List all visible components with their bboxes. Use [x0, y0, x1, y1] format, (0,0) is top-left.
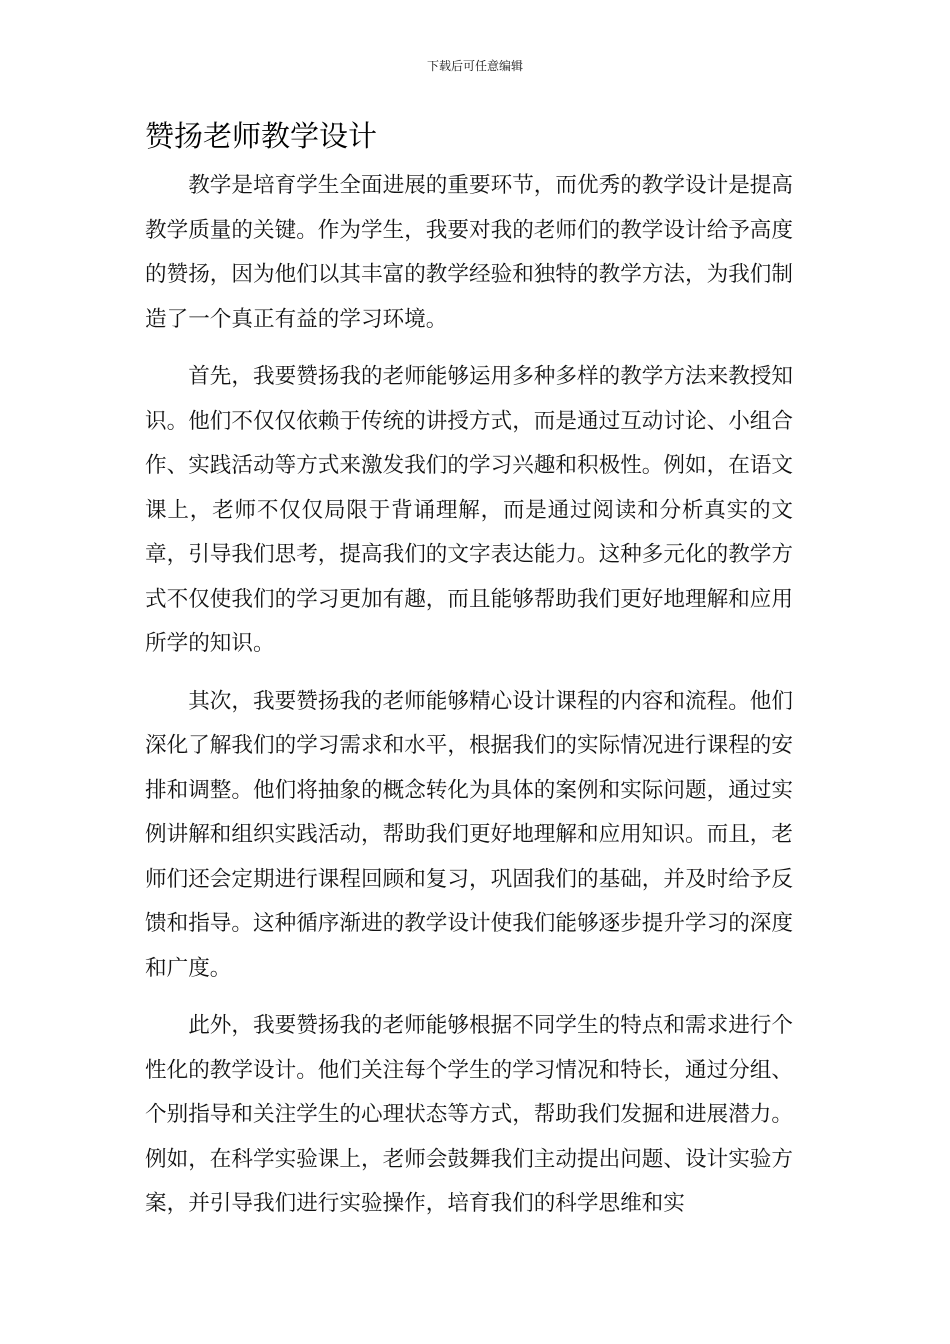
- document-title: 赞扬老师教学设计: [145, 119, 378, 153]
- paragraph-intro: 教学是培育学生全面进展的重要环节，而优秀的教学设计是提高教学质量的关键。作为学生，我要对我的老师们的教学设计给予高度的赞扬，因为他们以其丰富的教学经验和独特的教学方法，为我们制造了一个真正有益的学习环境。: [145, 173, 793, 332]
- page-header-note: 下载后可任意编辑: [426, 59, 523, 73]
- paragraph-course-design: 其次，我要赞扬我的老师能够精心设计课程的内容和流程。他们深化了解我们的学习需求和水平，根据我们的实际情况进行课程的安排和调整。他们将抽象的概念转化为具体的案例和实际问题，通过实例讲解和组织实践活动，帮助我们更好地理解和应用知识。而且，老师们还会定期进行课程回顾和复习，巩固我们的基础，并及时给予反馈和指导。这种循序渐进的教学设计使我们能够逐步提升学习的深度和广度。: [145, 688, 793, 981]
- paragraph-teaching-methods: 首先，我要赞扬我的老师能够运用多种多样的教学方法来教授知识。他们不仅仅依赖于传统的讲授方式，而是通过互动讨论、小组合作、实践活动等方式来激发我们的学习兴趣和积极性。例如，在语文课上，老师不仅仅局限于背诵理解，而是通过阅读和分析真实的文章，引导我们思考，提高我们的文字表达能力。这种多元化的教学方式不仅使我们的学习更加有趣，而且能够帮助我们更好地理解和应用所学的知识。: [145, 364, 793, 656]
- paragraph-personalized-teaching: 此外，我要赞扬我的老师能够根据不同学生的特点和需求进行个性化的教学设计。他们关注每个学生的学习情况和特长，通过分组、个别指导和关注学生的心理状态等方式，帮助我们发掘和进展潜力。例如，在科学实验课上，老师会鼓舞我们主动提出问题、设计实验方案，并引导我们进行实验操作，培育我们的科学思维和实: [145, 1013, 793, 1216]
- document-body: [145, 164, 793, 1240]
